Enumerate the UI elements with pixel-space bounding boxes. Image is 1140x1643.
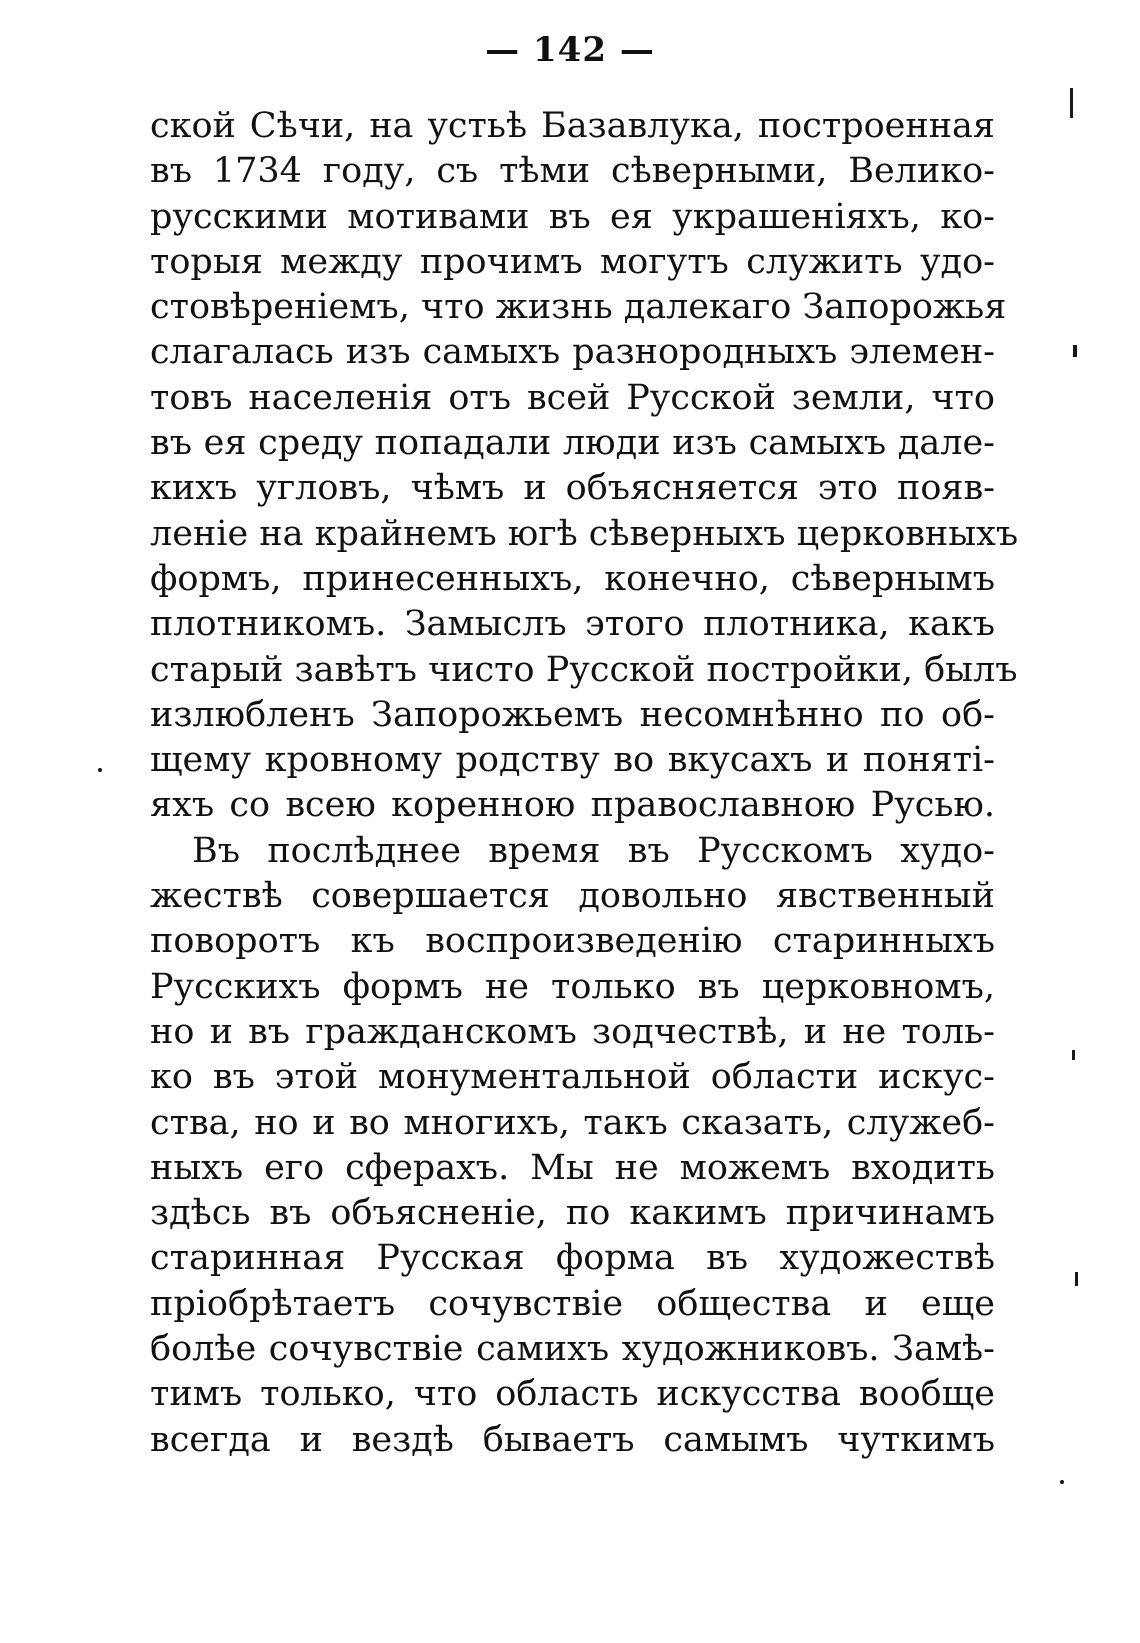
scan-artifact-mark <box>1070 88 1073 118</box>
scan-artifact-mark <box>1072 1050 1075 1060</box>
scan-artifact-mark <box>98 768 102 772</box>
text-line: товъ населенія отъ всей Русской земли, что <box>150 377 995 418</box>
text-line: тимъ только, что область искусства вообще <box>150 1374 995 1415</box>
text-line: жествѣ совершается довольно явственный <box>150 876 995 917</box>
text-line: всегда и вездѣ бываетъ самымъ чуткимъ <box>150 1419 995 1460</box>
text-line: ко въ этой монументальной области искус- <box>150 1057 995 1098</box>
text-line: плотникомъ. Замыслъ этого плотника, какъ <box>150 604 995 645</box>
text-line: въ 1734 году, съ тѣми сѣверными, Велико- <box>150 151 995 192</box>
page-number: — 142 — <box>485 30 655 70</box>
text-line: излюбленъ Запорожьемъ несомнѣнно по об- <box>150 694 995 735</box>
text-line: пріобрѣтаетъ сочувствіе общества и еще <box>150 1283 995 1324</box>
paragraph-start-line: Въ послѣднее время въ Русскомъ худо- <box>192 830 995 871</box>
text-line: торыя между прочимъ могутъ служить удо- <box>150 241 995 282</box>
text-line: формъ, принесенныхъ, конечно, сѣвернымъ <box>150 558 995 599</box>
paragraph-end-line: яхъ со всею коренною православною Русью. <box>150 785 995 826</box>
text-line: стовѣреніемъ, что жизнь далекаго Запорожья <box>150 287 1007 328</box>
text-line: слагалась изъ самыхъ разнородныхъ элемен- <box>150 332 995 373</box>
body-text <box>150 104 1019 1463</box>
text-line: ства, но и во многихъ, такъ сказать, служеб- <box>150 1102 995 1143</box>
text-line: леніе на крайнемъ югѣ сѣверныхъ церковныхъ <box>150 513 1019 554</box>
text-line: но и въ гражданскомъ зодчествѣ, и не толь- <box>150 1011 995 1052</box>
scan-artifact-mark <box>1073 345 1077 357</box>
text-line: поворотъ къ воспроизведенію старинныхъ <box>150 921 995 962</box>
text-line: старинная Русская форма въ художествѣ <box>150 1238 995 1279</box>
text-line: ской Сѣчи, на устьѣ Базавлука, построенная <box>150 106 995 146</box>
text-line: Русскихъ формъ не только въ церковномъ, <box>150 966 995 1007</box>
text-line: ныхъ его сферахъ. Мы не можемъ входить <box>150 1147 995 1188</box>
text-line: щему кровному родству во вкусахъ и понятi- <box>150 740 995 781</box>
text-line: болѣе сочувствіе самихъ художниковъ. Замѣ- <box>150 1329 995 1370</box>
scan-artifact-mark <box>1060 1480 1064 1484</box>
scan-artifact-mark <box>1075 1272 1078 1286</box>
text-line: кихъ угловъ, чѣмъ и объясняется это появ- <box>150 468 995 509</box>
text-line: русскими мотивами въ ея украшеніяхъ, ко- <box>150 196 995 237</box>
text-line: здѣсь въ объясненіе, по какимъ причинамъ <box>150 1193 995 1234</box>
text-line: старый завѣтъ чисто Русской постройки, былъ <box>150 649 1018 690</box>
text-line: въ ея среду попадали люди изъ самыхъ дале- <box>150 423 995 464</box>
